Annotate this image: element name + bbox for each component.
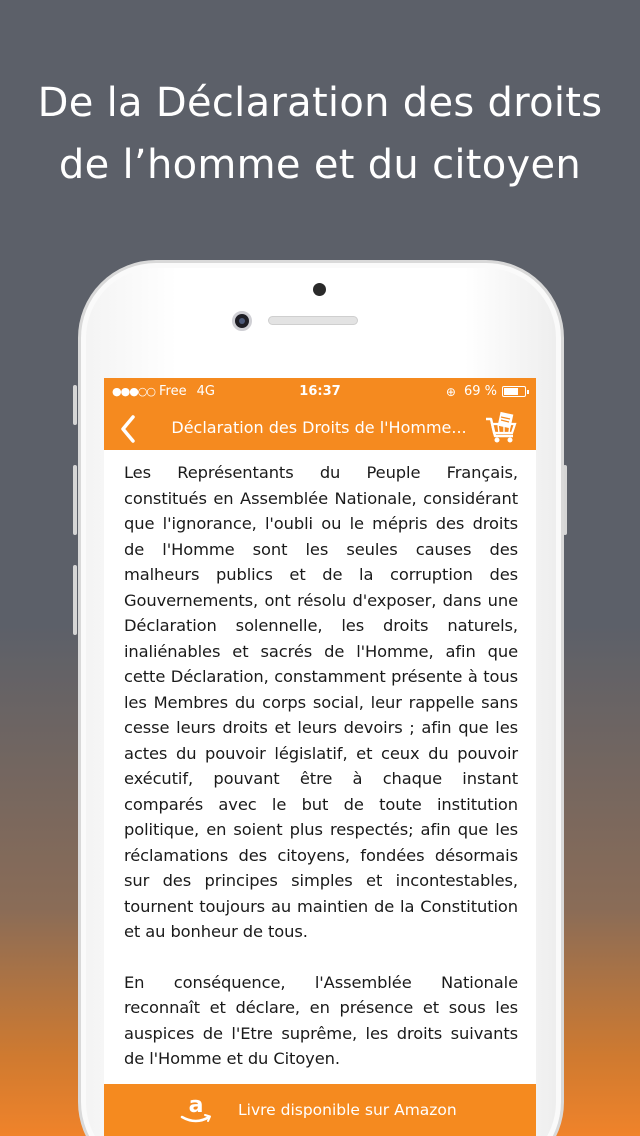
headline-line-2: de l’homme et du citoyen [58,142,582,188]
phone-mute-switch [73,385,77,425]
nav-title: Déclaration des Droits de l'Homme... [171,418,467,437]
status-bar [104,378,536,406]
paragraph-consequence: En conséquence, l'Assemblée Nationale reconnaît et déclare, en présence et sous les auspices de l'Etre suprême, les droits suivants de l'Homme et du Citoyen. [124,972,518,1068]
phone-screen [104,378,536,1136]
amazon-logo-icon [178,1092,214,1128]
headline-line-1: De la Déclaration des droits [37,80,603,126]
phone-sensor-dot [313,283,326,296]
network-type: 4G [196,384,215,399]
battery-percent: 69 % [463,384,497,399]
amazon-banner-button[interactable] [104,1084,536,1136]
status-time: 16:37 [299,384,341,399]
signal-strength-icon: ●●●○○ [112,385,155,398]
status-right [446,384,526,399]
promo-headline [0,72,640,196]
svg-text:a: a [188,1093,204,1118]
navigation-bar [104,406,536,450]
amazon-banner-label: Livre disponible sur Amazon [238,1101,457,1119]
declaration-text-area[interactable] [104,450,536,1084]
carrier-name: Free [159,384,187,399]
paragraph-preamble: Les Représentants du Peuple Français, constitués en Assemblée Nationale, considérant que l'ignorance, l'oubli ou le mépris des droits de l'Homme sont les seules causes des malheurs publics et de la corruption des Gouvernements, ont résolu d'exposer, dans une Déclaration solennelle, les droits naturels, inaliénables et sacrés de l'Homme, afin que cette Déclaration, constamment présente à tous les Membres du corps social, leur rappelle sans cesse leurs droits et leurs devoirs ; afin que les actes du pouvoir législatif, et ceux du pouvoir exécutif, pouvant être à chaque instant comparés avec le but de toute institution politique, en soient plus respectés; afin que les réclamations des citoyens, fondées désormais sur des principes simples et incontestables, tournent toujours au maintien de la Constitution et au bonheur de tous. [124,463,518,941]
phone-volume-up [73,465,77,535]
rotation-lock-icon: ⊕ [445,384,456,399]
front-camera-icon [232,311,252,331]
chevron-left-icon[interactable] [116,412,140,444]
battery-icon [502,386,526,397]
shopping-cart-icon[interactable] [484,410,518,444]
phone-volume-down [73,565,77,635]
phone-earpiece [268,316,358,325]
